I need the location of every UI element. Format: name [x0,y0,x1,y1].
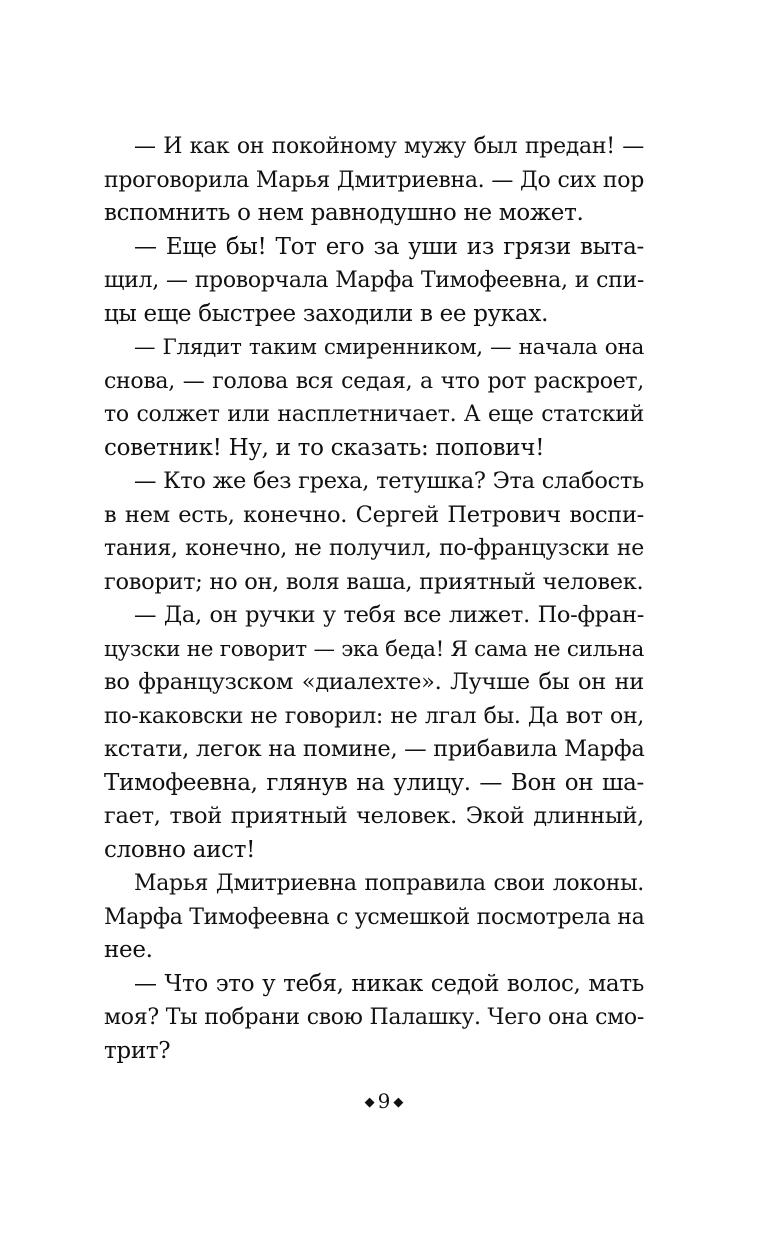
diamond-ornament-icon: ◆ [364,1095,375,1110]
text-line: по-каковски не говорил: не лгал бы. Да вот он, [104,703,644,729]
text-line: цы еще быстрее заходили в ее руках. [104,300,549,327]
text-line: — Глядит таким смиренником, — начала она [134,335,644,360]
text-line: снова, — голова вся седая, а что рот раскроет, [104,368,644,394]
page-number: 9 [377,1089,391,1113]
text-line: Тимофеевна, глянув на улицу. — Вон он ша- [104,769,644,796]
body-text [104,130,644,1068]
text-line: щил, — проворчала Марфа Тимофеевна, и спи- [104,268,644,293]
text-line: во французском «диалехте». Лучше бы он ни [104,669,644,695]
text-line: Марфа Тимофеевна с усмешкой посмотрела на [104,904,645,930]
text-line: — Кто же без греха, тетушка? Эта слабость [134,468,644,494]
text-line: то солжет или насплетничает. А еще статский [104,402,644,427]
text-line: — Еще бы! Тот его за уши из грязи выта- [134,233,644,260]
text-line: — Да, он ручки у тебя все лижет. По-фран- [134,602,644,628]
text-line: Марья Дмитриевна поправила свои локоны. [134,871,644,896]
text-line: нее. [104,937,153,963]
text-line: словно аист! [104,836,256,863]
page-number-footer [0,1089,768,1113]
text-line: в нем есть, конечно. Сергей Петрович воспи- [104,501,644,528]
text-line: вспомнить о нем равнодушно не может. [104,200,584,226]
text-line: тания, конечно, не получил, по-французски не [104,536,644,561]
text-line: цузски не говорит — эка беда! Я сама не сильна [104,636,644,662]
text-line: советник! Ну, и то сказать: попович! [104,434,545,461]
text-line: — Что это у тебя, никак седой волос, мать [134,970,644,997]
diamond-ornament-icon: ◆ [393,1095,404,1110]
text-line: кстати, легок на помине, — прибавила Марфа [104,736,645,762]
text-line: — И как он покойному мужу был предан! — [134,134,644,159]
text-line: проговорила Марья Дмитриевна. — До сих пор [104,167,644,193]
text-line: моя? Ты побрани свою Палашку. Чего она смо- [104,1005,644,1030]
text-line: гает, твой приятный человек. Экой длинный, [104,803,644,829]
text-line: говорит; но он, воля ваша, приятный человек. [104,568,644,595]
text-line: трит? [104,1037,171,1064]
